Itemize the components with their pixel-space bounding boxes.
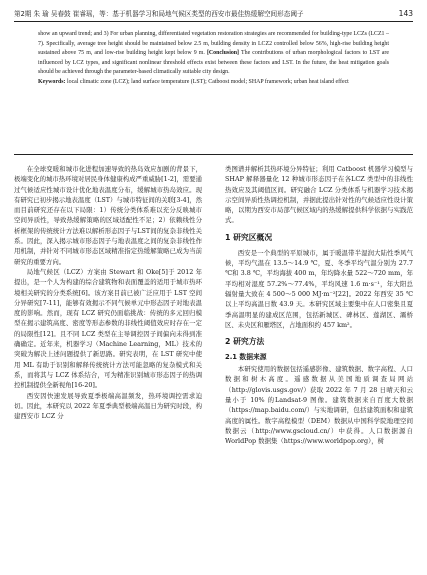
section-1-heading: 1 研究区概况	[225, 232, 273, 242]
page-number: 143	[398, 9, 413, 18]
running-header	[14, 7, 413, 22]
data-sources-paragraph: 本研究使用的数据包括遥感影像、建筑数据、数字高程、人口数据和树木高度。遥感数据从美国地质调查局网站（http://glovis.usgs.gov/）获取 2022 年 7 月 28 日晴天和云量小于 10% 的Landsat-9 图像。建筑数据来自百度大数据（https://map.baidu.com/）与实地调研，包括建筑面积和建筑高度的属性。数字高程模型（DEM）数据从中国科学院地理空间数据云（http://www.gscloud.cn/）中获得。人口数据源自WorldPop 数据集（https://www.worldpop.org），树	[225, 365, 413, 446]
abstract-conclusion-text: The contributions of urban morphological factors to LST are influenced by LCZ types, and significant nonlinear threshold effects exist between these factors and LST. In the future, the heat mitigation goals should be achieved through the parameter-based climatically suitable city design.	[38, 50, 389, 76]
intro-paragraph-3: 西安因快速发展导致夏季极端高温频发，热环境调控需求迫切。因此，本研究以 2022 年夏季典型极端高温日为研究时段，构建西安市 LCZ 分	[14, 391, 202, 421]
intro-paragraph-1: 在全球变暖和城市化进程加速导致的热岛效应加剧的背景下，极端变化的城市热环境对居民身体健康构成严重威胁[1-2]，需要通过气候适应性城市设计优化地表温度分布，缓解城市热岛效应。现有研究已初步揭示地表温度（LST）与城市特征间的关联[3-4]，然而目前研究还存在以下局限：1）传统分类体系难以充分反映城市空间异质性，导致热缓解策略的区域适配性不足；2）依赖线性分析框架的传统统计方法难以解析形态因子与LST间的复杂非线性关系。因此，深入揭示城市形态因子与地表温度之间的复杂非线性作用机制，并针对不同城市形态区域精准指定热缓解策略已成为当前研究的重要方向。	[14, 165, 202, 266]
keywords-label: Keywords:	[38, 78, 66, 85]
keywords-text: local climatic zone (LCZ); land surface temperature (LST); Catboost model; SHAP framework; urban heat island effect	[66, 78, 349, 85]
running-header-title: 第2期 朱 瑜 吴春鼓 崔睿瑶，等：基于机器学习和局地气候区类型的西安市最佳热缓解空间形态阈子	[14, 10, 304, 18]
english-abstract	[38, 30, 389, 88]
intro-paragraph-2: 局地气候区（LCZ）方案由 Stewart 和 Oke[5]于 2012 年提出，是一个人为构建的综合建筑物和表面覆盖的适用于城市热环境相关研究的分类系统[6]。该方案目前已被广泛应用于 LST 空间分异研究[7-11]，能够有效揭示不同气候单元中形态因子对地表温度的影响。然而，现有 LCZ 研究仍面临挑战：传统的多元回归模型在揭示建筑高度、密度等形态参数的非线性阈值效应时存在一定的局限性[12]。且不同 LCZ 类型在主导调控因子间偏向未得到准确确定。近年来，机器学习（Machine Learning，ML）技术的突破为解决上述问题提供了新思路。研究表明，在 LST 研究中使用 ML 有助于识别和解释传统统计方法可能忽略的复杂模式和关系，而将其与 LCZ 体系结合，可为精准识别城市形态因子的热调控机制提供全新视角[16-20]。	[14, 267, 202, 390]
section-2-heading: 2 研究方法	[225, 337, 265, 347]
conclusion-label: [Conclusion]	[206, 50, 240, 57]
abstract-results-text: show an upward trend; and 3) For urban planning, differentiated vegetation restoration strategies are recommended for building-type LCZs (LCZ1 – 7). Specifically, average tree height should be maintained below 2.5 m, building density in LCZ2 controlled below 56%, high-rise building height sustained above 75 m, and low-rise building height kept below 9 m.	[38, 31, 389, 57]
abstract-divider	[14, 154, 413, 155]
intro-paragraph-continued: 类图谱并解析其热环境分异特征；利用 Catboost 机器学习模型与 SHAP 解释器量化 12 种城市形态因子在各LCZ 类型中的非线性热效应及其阈值区间。研究融合 LCZ 分类体系与机器学习技术揭示空间异质性热调控机制，并据此提出针对性的气候适应性设计策略，以期为西安市局部气候区域内的热缓解提供科学依据与实践范式。	[225, 165, 413, 225]
left-column	[14, 164, 202, 421]
section-2-1-heading: 2.1 数据来源	[225, 353, 267, 362]
study-area-paragraph: 西安是一个典型的平原城市，属于暖温带半湿润大陆性季风气候，平均气温在 13.5～14.9 ℃，夏、冬季平均气温分别为 27.7 ℃和 3.8 ℃，平均海拔 400 m，年均降水量 522～720 mm，年平均相对湿度 57.2%～77.4%，平均风速 1.6 m·s⁻¹，年大阳总辐射量大致在 4 500～5 000 MJ·m⁻²[22]。2022 年西安 35 ℃以上平均高温日数 43.9 天。本研究区域主要集中在人口密集且夏季高温明显的建成区范围，包括新城区、碑林区、莲湖区、灞桥区、未央区和雁塔区，占地面积约 457 km²。	[225, 248, 413, 329]
right-column	[225, 164, 413, 447]
